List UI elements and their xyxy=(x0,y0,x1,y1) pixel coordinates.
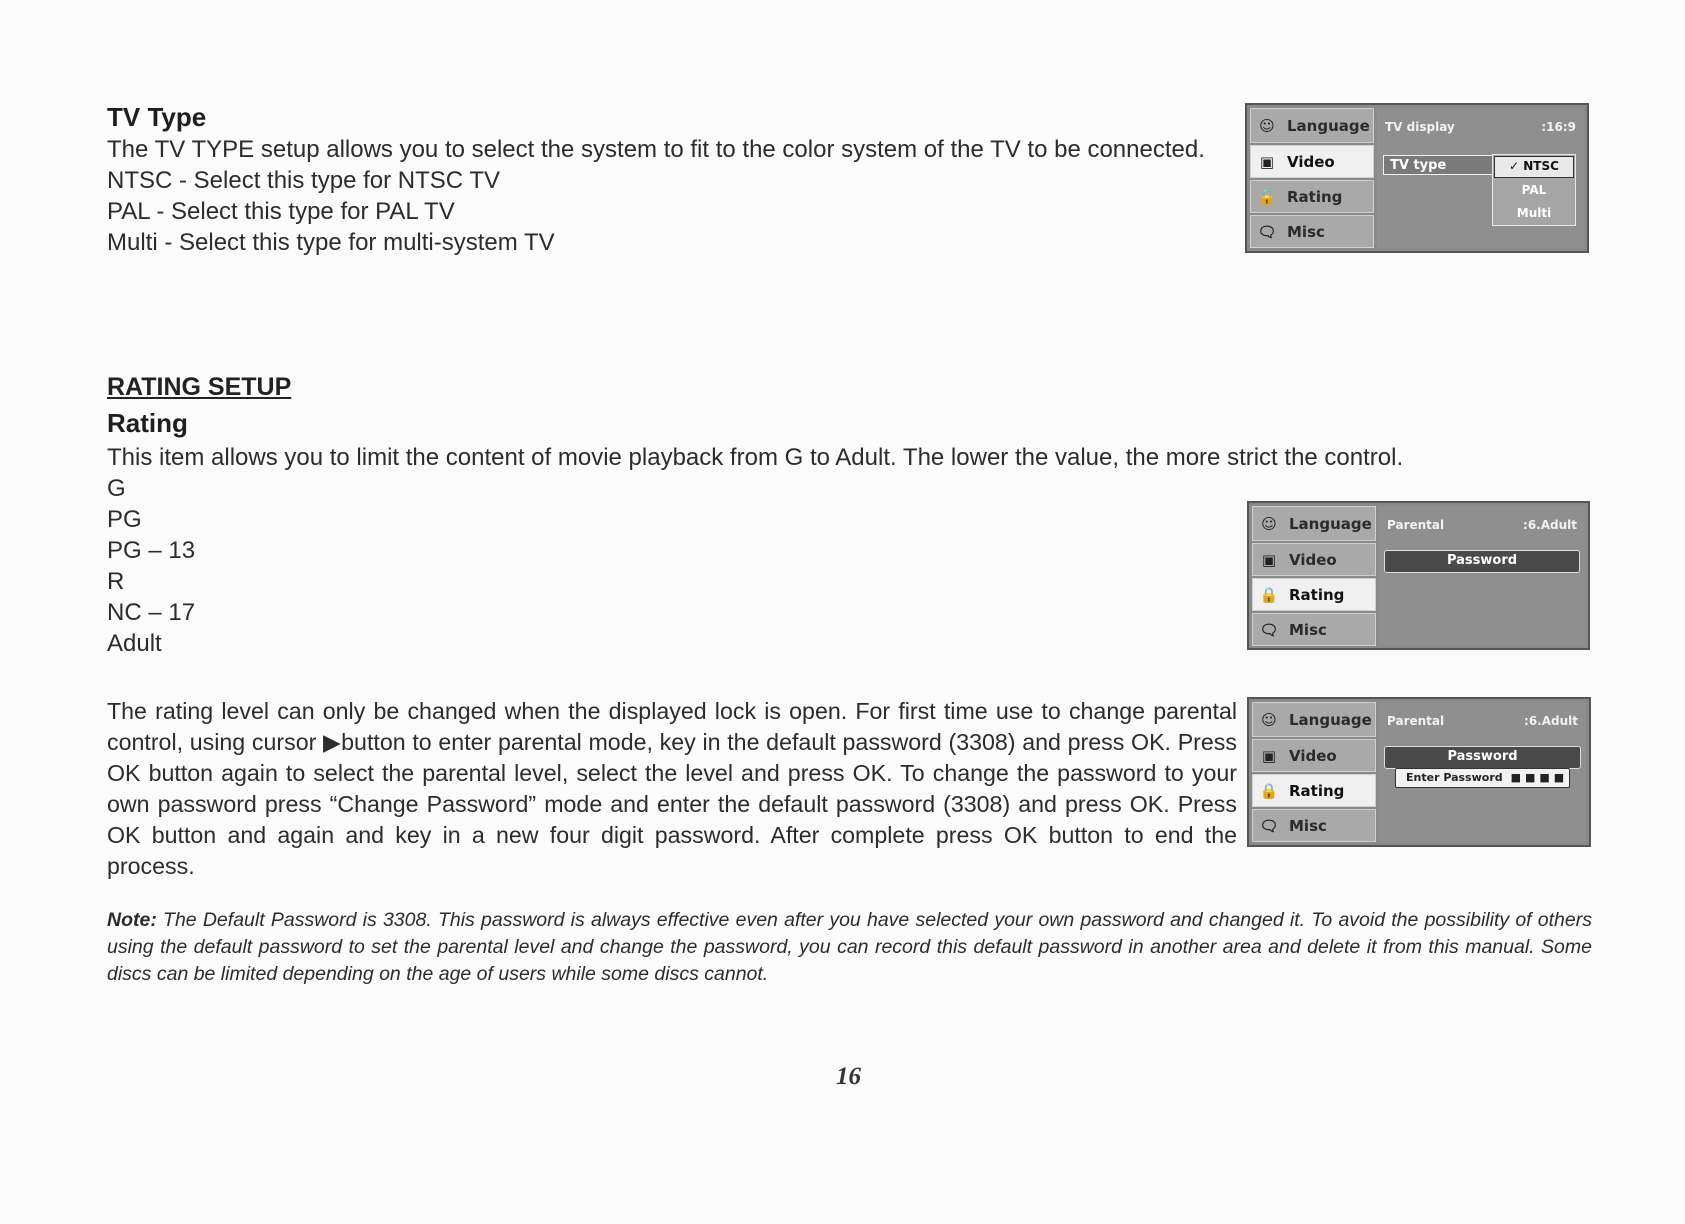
osd-item-label: Video xyxy=(1287,152,1335,171)
tv-display-label: TV display xyxy=(1385,120,1455,134)
osd-item-rating xyxy=(1252,774,1376,807)
lock-icon: 🔒 xyxy=(1259,781,1279,800)
osd-tv-display-row xyxy=(1385,120,1576,134)
osd-item-label: Video xyxy=(1289,550,1337,569)
speech-bubble-icon: 🗨 xyxy=(1257,222,1277,241)
tv-display-value: :16:9 xyxy=(1541,120,1576,134)
password-mask: ■■■■ xyxy=(1510,771,1569,784)
option-multi: Multi xyxy=(1516,206,1552,220)
option-pal: PAL xyxy=(1521,183,1547,197)
osd-item-misc xyxy=(1252,809,1376,842)
tv-type-line-pal: PAL - Select this type for PAL TV xyxy=(107,198,455,225)
tv-type-line-multi: Multi - Select this type for multi-system TV xyxy=(107,229,555,256)
rating-level-g: G xyxy=(107,475,126,502)
osd-parental-row xyxy=(1387,714,1578,728)
tv-icon: ▣ xyxy=(1259,152,1275,171)
tv-type-line-1: The TV TYPE setup allows you to select the system to fit to the color system of the TV to be connected. xyxy=(107,136,1205,163)
rating-level-pg13: PG – 13 xyxy=(107,537,196,564)
parental-value: :6.Adult xyxy=(1523,518,1577,532)
page-number: 16 xyxy=(836,1063,861,1090)
rating-level-adult: Adult xyxy=(107,630,162,657)
osd-tv-type-field: TV type xyxy=(1383,155,1499,175)
smiley-icon: ☺ xyxy=(1261,710,1277,729)
tv-icon: ▣ xyxy=(1261,550,1277,569)
osd-item-language xyxy=(1252,702,1376,737)
osd-item-label: Language xyxy=(1287,116,1370,135)
note-paragraph xyxy=(107,907,1592,988)
osd-enter-password-screen xyxy=(1247,697,1591,847)
rating-subheading: Rating xyxy=(107,408,188,438)
osd-item-rating xyxy=(1250,180,1374,213)
lock-icon: 🔒 xyxy=(1257,187,1277,206)
osd-item-misc xyxy=(1250,215,1374,248)
osd-item-label: Language xyxy=(1289,514,1372,533)
tv-icon: ▣ xyxy=(1261,746,1277,765)
osd-item-video xyxy=(1252,543,1376,576)
osd-item-language xyxy=(1252,506,1376,541)
osd-item-label: Rating xyxy=(1289,781,1345,800)
osd-tv-type-screen xyxy=(1245,103,1589,253)
osd-item-rating xyxy=(1252,578,1376,611)
tv-type-line-ntsc: NTSC - Select this type for NTSC TV xyxy=(107,167,500,194)
osd-tv-type-dropdown xyxy=(1492,154,1576,226)
osd-item-video xyxy=(1250,145,1374,178)
tv-type-heading: TV Type xyxy=(107,102,207,132)
rating-level-r: R xyxy=(107,568,125,595)
speech-bubble-icon: 🗨 xyxy=(1259,620,1279,639)
rating-level-pg: PG xyxy=(107,506,142,533)
osd-item-language xyxy=(1250,108,1374,143)
osd-password-bar: Password xyxy=(1384,550,1580,573)
parental-label: Parental xyxy=(1387,518,1445,532)
rating-intro: This item allows you to limit the content of movie playback from G to Adult. The lower the value, the more strict the control. xyxy=(107,444,1404,471)
parental-label: Parental xyxy=(1387,714,1445,728)
osd-item-label: Video xyxy=(1289,746,1337,765)
parental-value: :6.Adult xyxy=(1524,714,1578,728)
rating-level-nc17: NC – 17 xyxy=(107,599,196,626)
osd-item-label: Rating xyxy=(1287,187,1343,206)
osd-item-label: Language xyxy=(1289,710,1372,729)
osd-password-bar: Password xyxy=(1384,746,1581,769)
osd-enter-password-field xyxy=(1395,768,1570,788)
osd-item-video xyxy=(1252,739,1376,772)
smiley-icon: ☺ xyxy=(1259,116,1275,135)
option-ntsc: ✓ NTSC xyxy=(1494,156,1574,178)
osd-item-label: Misc xyxy=(1289,816,1327,835)
osd-item-label: Misc xyxy=(1287,222,1325,241)
osd-item-misc xyxy=(1252,613,1376,646)
note-text: The Default Password is 3308. This password is always effective even after you have selected your own password and changed it. To avoid the possibility of others using the default password to set the parental level and change the password, you can record this default password in another area and delete it from this manual. Some discs can be limited depending on the age of users while some discs cannot. xyxy=(107,909,1592,985)
osd-parental-screen xyxy=(1247,501,1590,650)
rating-setup-title: RATING SETUP xyxy=(107,373,292,401)
speech-bubble-icon: 🗨 xyxy=(1259,816,1279,835)
osd-item-label: Rating xyxy=(1289,585,1345,604)
note-label: Note: xyxy=(107,909,157,931)
lock-icon: 🔒 xyxy=(1259,585,1279,604)
smiley-icon: ☺ xyxy=(1261,514,1277,533)
enter-password-label: Enter Password xyxy=(1406,771,1503,784)
osd-item-label: Misc xyxy=(1289,620,1327,639)
osd-parental-row xyxy=(1387,518,1577,532)
rating-instructions: The rating level can only be changed when the displayed lock is open. For first time use to change parental control, using cursor ▶button to enter parental mode, key in the default password (3308) and press OK. Press OK button again to select the parental level, select the level and press OK. To change the password to your own password press “Change Password” mode and enter the default password (3308) and press OK. Press OK button and again and key in a new four digit password. After complete press OK button to end the process. xyxy=(107,698,1237,879)
